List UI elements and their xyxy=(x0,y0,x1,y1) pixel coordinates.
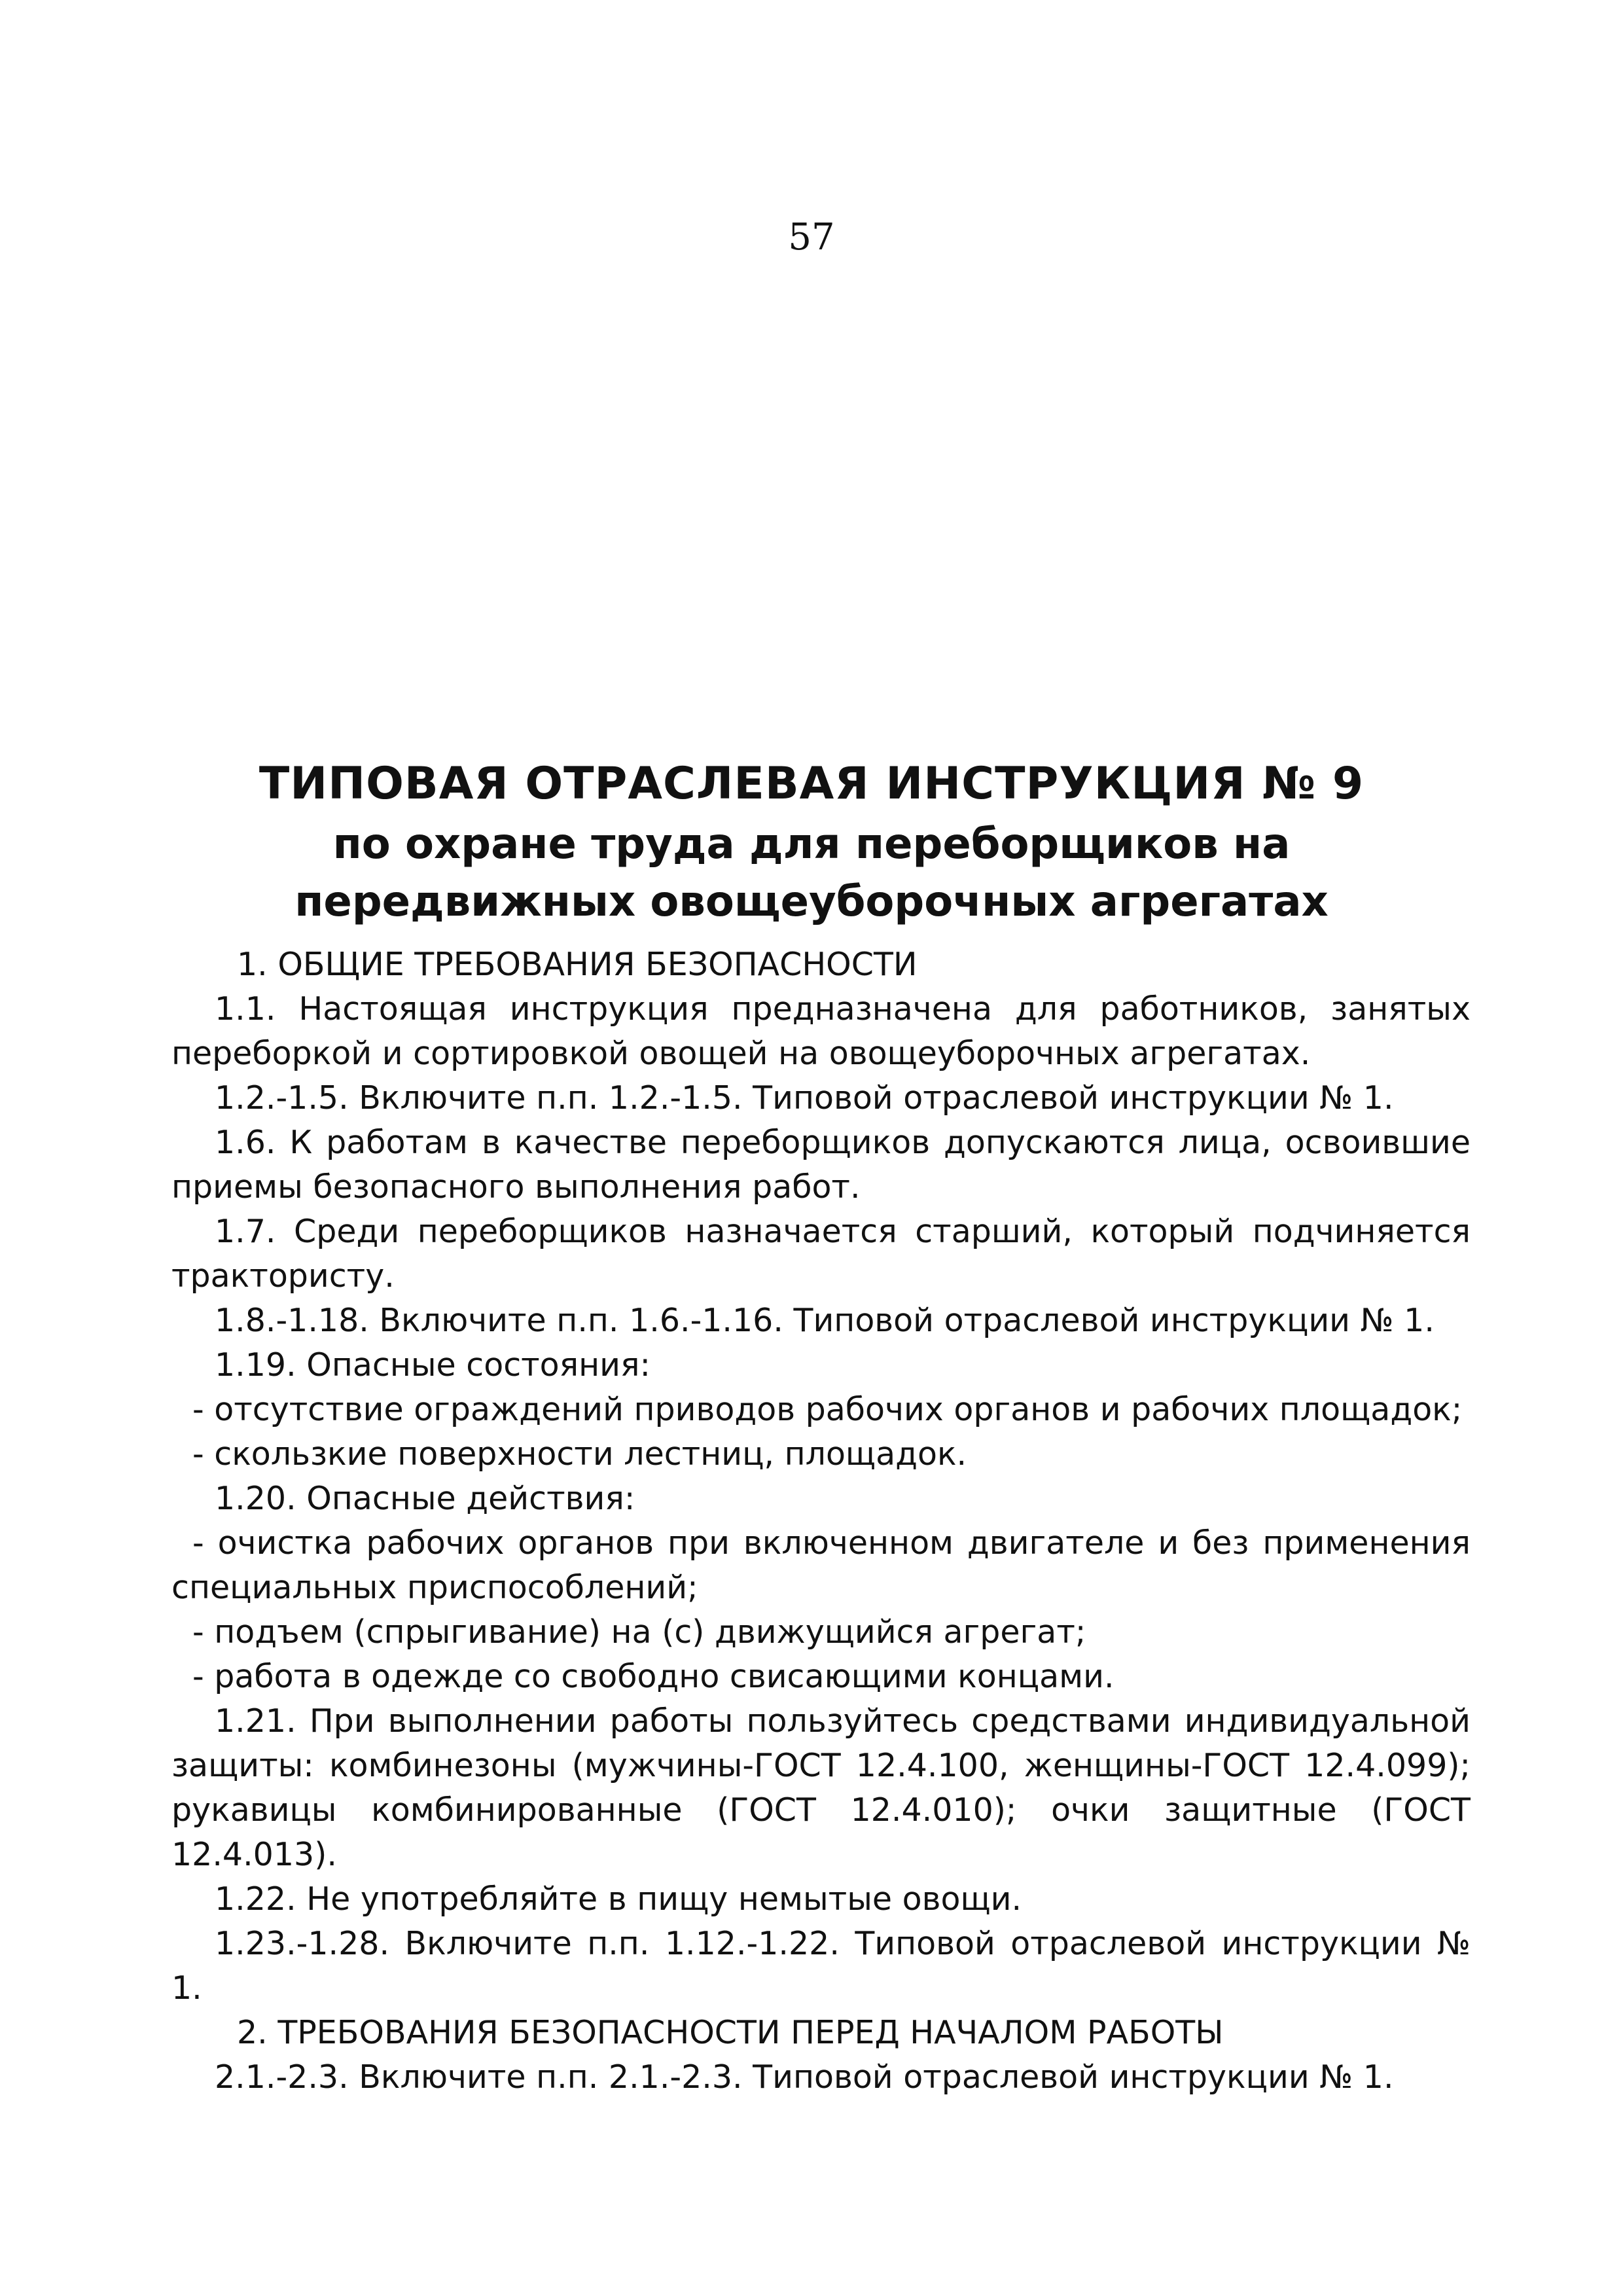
paragraph-1-22: 1.22. Не употребляйте в пищу немытые овощи. xyxy=(215,1880,1022,1918)
section-heading-general-requirements: 1. ОБЩИЕ ТРЕБОВАНИЯ БЕЗОПАСНОСТИ xyxy=(237,946,918,983)
paragraph-1-8-1-18: 1.8.-1.18. Включите п.п. 1.6.-1.16. Типовой отраслевой инструкции № 1. xyxy=(215,1302,1435,1339)
section-heading-before-work: 2. ТРЕБОВАНИЯ БЕЗОПАСНОСТИ ПЕРЕД НАЧАЛОМ РАБОТЫ xyxy=(237,2014,1224,2051)
paragraph-2-1-2-3: 2.1.-2.3. Включите п.п. 2.1.-2.3. Типовой отраслевой инструкции № 1. xyxy=(215,2058,1394,2096)
paragraph-1-1: 1.1. Настоящая инструкция предназначена для работников, занятых переборкой и сортировкой овощей на овощеуборочных агрегатах. xyxy=(171,990,1471,1072)
paragraph-1-21: 1.21. При выполнении работы пользуйтесь средствами индивидуальной защиты: комбинезоны (мужчины-ГОСТ 12.4.100, женщины-ГОСТ 12.4.099); рукавицы комбинированные (ГОСТ 12.4.010); очки защитные (ГОСТ 12.4.013). xyxy=(171,1702,1471,1873)
list-item: - очистка рабочих органов при включенном двигателе и без применения специальных приспособлений; xyxy=(171,1524,1471,1606)
list-item: - скользкие поверхности лестниц, площадок. xyxy=(192,1435,967,1473)
paragraph-1-2-1-5: 1.2.-1.5. Включите п.п. 1.2.-1.5. Типовой отраслевой инструкции № 1. xyxy=(215,1079,1394,1117)
paragraph-1-23-1-28: 1.23.-1.28. Включите п.п. 1.12.-1.22. Типовой отраслевой инструкции № 1. xyxy=(171,1925,1471,2007)
title-main: ТИПОВАЯ ОТРАСЛЕВАЯ ИНСТРУКЦИЯ № 9 xyxy=(259,758,1364,810)
paragraph-1-20: 1.20. Опасные действия: xyxy=(215,1480,635,1517)
page-number: 57 xyxy=(788,216,835,259)
list-item: - работа в одежде со свободно свисающими концами. xyxy=(192,1658,1115,1695)
document-body xyxy=(171,942,1471,2100)
document-title xyxy=(196,753,1427,931)
title-subtitle: по охране труда для переборщиков на передвижных овощеуборочных агрегатах xyxy=(294,820,1329,926)
list-item: - подъем (спрыгивание) на (с) движущийся агрегат; xyxy=(192,1613,1086,1651)
list-item: - отсутствие ограждений приводов рабочих органов и рабочих площадок; xyxy=(192,1391,1463,1428)
paragraph-1-6: 1.6. К работам в качестве переборщиков допускаются лица, освоившие приемы безопасного выполнения работ. xyxy=(171,1124,1471,1206)
paragraph-1-19: 1.19. Опасные состояния: xyxy=(215,1346,651,1384)
paragraph-1-7: 1.7. Среди переборщиков назначается старший, который подчиняется трактористу. xyxy=(171,1213,1471,1295)
